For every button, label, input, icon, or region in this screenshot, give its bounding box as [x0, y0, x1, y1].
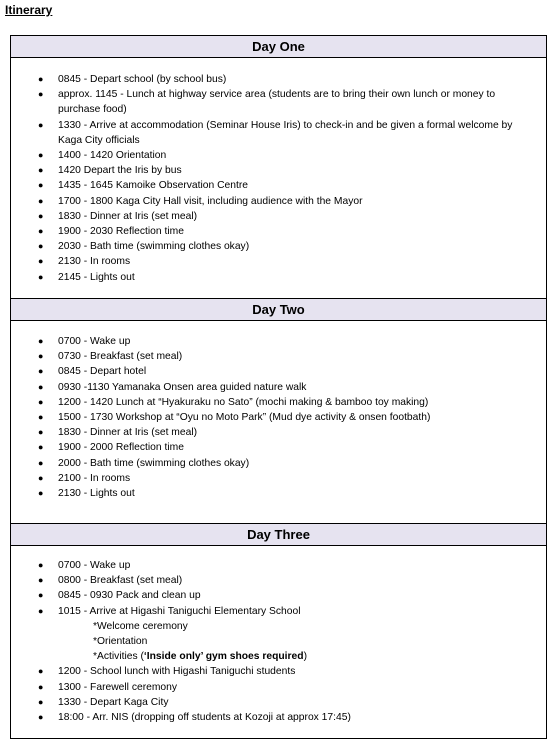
bullet-icon: ● — [38, 366, 44, 377]
bullet-icon: ● — [38, 256, 44, 267]
bullet-icon: ● — [38, 180, 44, 191]
activities-note: ‘Inside only’ gym shoes required — [143, 651, 304, 663]
list-item: ● 1330 - Arrive at accommodation (Seminar House Iris) to check-in and be given a formal welcome by Kaga City officials — [38, 119, 513, 146]
list-item: ● 2030 - Bath time (swimming clothes okay) — [11, 239, 546, 254]
itinerary-table — [10, 35, 547, 739]
list-item: ● 1400 - 1420 Orientation — [11, 148, 546, 163]
bullet-icon: ● — [38, 696, 44, 707]
bullet-icon: ● — [38, 74, 44, 84]
day-two-header: Day Two — [11, 299, 546, 321]
list-item: ● 0845 - Depart school (by school bus) — [11, 72, 546, 87]
list-item: ● 1500 - 1730 Workshop at “Oyu no Moto Park” (Mud dye activity & onsen footbath) — [11, 410, 546, 425]
list-item: ● 1200 - School lunch with Higashi Taniguchi students — [11, 664, 546, 679]
bullet-icon: ● — [38, 241, 44, 252]
list-item: ● 2100 - In rooms — [11, 471, 546, 486]
sub-item-orientation: *Orientation — [93, 636, 148, 648]
list-item: ● 1700 - 1800 Kaga City Hall visit, including audience with the Mayor — [11, 194, 546, 209]
list-item: ● 1015 - Arrive at Higashi Taniguchi Elementary School — [11, 604, 546, 619]
bullet-icon: ● — [38, 605, 44, 616]
list-item: ● 1300 - Farewell ceremony — [11, 680, 546, 695]
bullet-icon: ● — [38, 681, 44, 692]
list-item: ● 1830 - Dinner at Iris (set meal) — [11, 209, 546, 224]
bullet-icon: ● — [38, 427, 44, 438]
page-title: Itinerary — [5, 3, 53, 17]
bullet-icon: ● — [38, 336, 44, 346]
bullet-icon: ● — [38, 165, 44, 176]
list-item: ● 1435 - 1645 Kamoike Observation Centre — [11, 178, 546, 193]
list-item: ● 0730 - Breakfast (set meal) — [11, 349, 546, 364]
bullet-icon: ● — [38, 210, 44, 221]
bullet-icon: ● — [38, 488, 44, 499]
bullet-icon: ● — [38, 271, 44, 282]
bullet-icon: ● — [38, 560, 44, 570]
bullet-icon: ● — [38, 412, 44, 423]
list-item: ● approx. 1145 - Lunch at highway service area (students are to bring their own lunch or money to purchase food) — [38, 89, 496, 116]
sub-item-activities: *Activities (‘Inside only’ gym shoes required) — [93, 651, 308, 663]
list-item: ● 2130 - Lights out — [11, 486, 546, 501]
bullet-icon: ● — [38, 195, 44, 206]
bullet-icon: ● — [38, 89, 44, 100]
list-item: ● 18:00 - Arr. NIS (dropping off students at Kozoji at approx 17:45) — [11, 710, 546, 725]
day-one-section — [11, 36, 546, 298]
list-item: ● 0700 - Wake up — [11, 558, 546, 573]
bullet-icon: ● — [38, 472, 44, 483]
day-two-section — [11, 298, 546, 523]
list-item: ● 0700 - Wake up — [11, 334, 546, 349]
day-two-list — [11, 321, 546, 501]
sub-item-welcome-ceremony: *Welcome ceremony — [93, 620, 188, 632]
list-item: ● 0800 - Breakfast (set meal) — [11, 573, 546, 588]
list-item: ● 1830 - Dinner at Iris (set meal) — [11, 425, 546, 440]
day-three-section — [11, 523, 546, 738]
list-item: ● 0930 -1130 Yamanaka Onsen area guided nature walk — [11, 380, 546, 395]
list-item: ● 2145 - Lights out — [11, 270, 546, 285]
bullet-icon: ● — [38, 396, 44, 407]
day-three-header: Day Three — [11, 524, 546, 546]
bullet-icon: ● — [38, 226, 44, 237]
bullet-icon: ● — [38, 666, 44, 677]
bullet-icon: ● — [38, 442, 44, 453]
list-item: ● 1420 Depart the Iris by bus — [11, 163, 546, 178]
bullet-icon: ● — [38, 381, 44, 392]
bullet-icon: ● — [38, 575, 44, 586]
list-item: ● 2130 - In rooms — [11, 254, 546, 269]
list-item: ● 1330 - Depart Kaga City — [11, 695, 546, 710]
day-one-list — [11, 58, 546, 285]
list-item: ● 0845 - Depart hotel — [11, 364, 546, 379]
list-item: ● 1900 - 2030 Reflection time — [11, 224, 546, 239]
bullet-icon: ● — [38, 457, 44, 468]
bullet-icon: ● — [38, 712, 44, 723]
list-item: ● 2000 - Bath time (swimming clothes okay) — [11, 456, 546, 471]
bullet-icon: ● — [38, 150, 44, 161]
bullet-icon: ● — [38, 119, 44, 130]
day-one-header: Day One — [11, 36, 546, 58]
bullet-icon: ● — [38, 590, 44, 601]
list-item: ● 1900 - 2000 Reflection time — [11, 440, 546, 455]
day-three-list — [11, 546, 546, 725]
bullet-icon: ● — [38, 351, 44, 362]
list-item: ● 1200 - 1420 Lunch at “Hyakuraku no Sato” (mochi making & bamboo toy making) — [11, 395, 546, 410]
list-item: ● 0845 - 0930 Pack and clean up — [11, 588, 546, 603]
